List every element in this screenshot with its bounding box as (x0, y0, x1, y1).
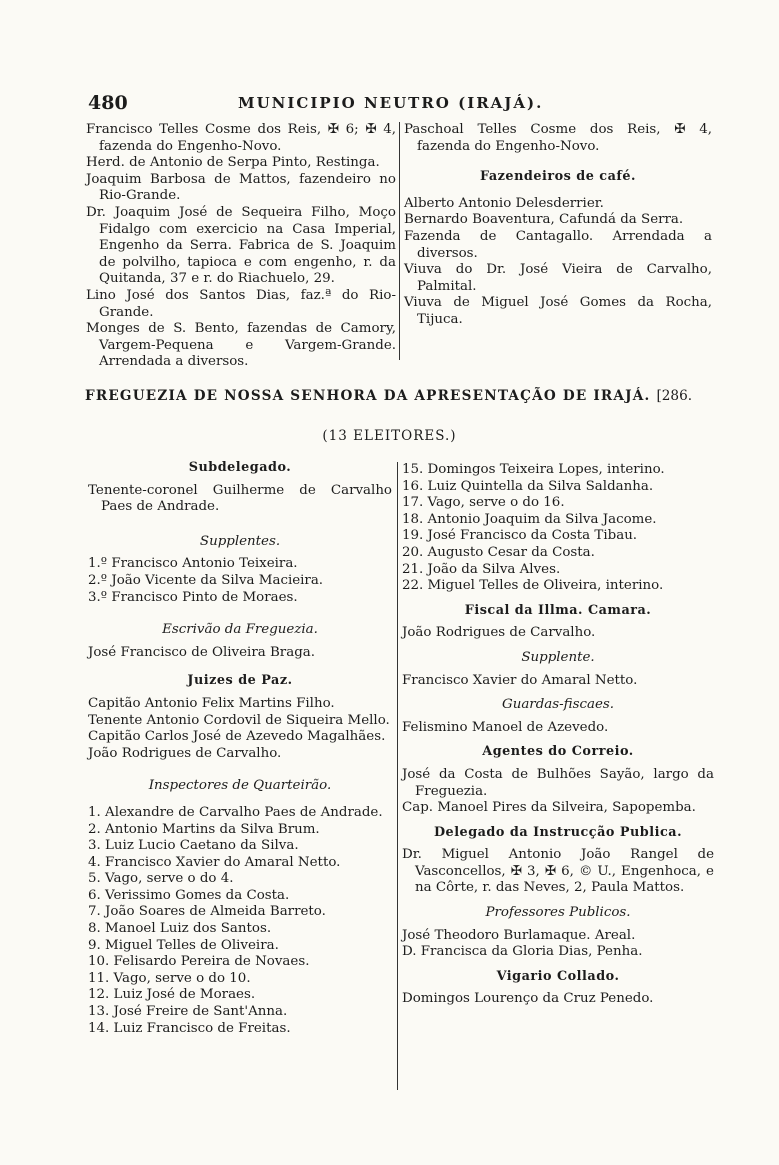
entry: Viuva do Dr. José Vieira de Carvalho, Palmital. (404, 262, 712, 294)
entry: Monges de S. Bento, fazendas de Camory, Vargem-Pequena e Vargem-Grande. Arrendada a diversos. (86, 321, 396, 370)
supplentes-heading: Supplentes. (199, 533, 281, 549)
top-left-column (86, 122, 396, 371)
list-item: 6. Verissimo Gomes da Costa. (88, 887, 290, 903)
supplentes-list (88, 556, 392, 606)
section-title (85, 388, 725, 404)
entry: Francisco Telles Cosme dos Reis, ✠ 6; ✠ 4, fazenda do Engenho-Novo. (86, 122, 396, 154)
list-item: 14. Luiz Francisco de Freitas. (88, 1020, 291, 1036)
delegado-entry: Dr. Miguel Antonio João Rangel de Vasconcellos, ✠ 3, ✠ 6, © U., Engenhoca, e na Côrte, r. das Neves, 2, Paula Mattos. (402, 847, 714, 896)
guardas-entry: Felismino Manoel de Azevedo. (402, 719, 609, 735)
list-item: 18. Antonio Joaquim da Silva Jacome. (402, 511, 657, 527)
delegado-heading: Delegado da Instrucção Publica. (433, 824, 683, 840)
escrivao-entry: José Francisco de Oliveira Braga. (88, 644, 316, 660)
fiscal-entry: João Rodrigues de Carvalho. (402, 625, 596, 641)
inspectores-continued-list (402, 462, 714, 595)
section-heading: Fazendeiros de café. (479, 169, 636, 185)
section-number: [286. (656, 388, 693, 404)
running-title: MUNICIPIO NEUTRO (IRAJÁ). (238, 94, 544, 112)
list-item: 21. João da Silva Alves. (402, 561, 561, 577)
list-item: 12. Luiz José de Moraes. (88, 987, 256, 1003)
list-item: 11. Vago, serve o do 10. (88, 970, 251, 986)
page-number: 480 (88, 92, 128, 114)
list-item: 5. Vago, serve o do 4. (88, 871, 234, 887)
list-item: 3.º Francisco Pinto de Moraes. (88, 589, 298, 605)
list-item: 1. Alexandre de Carvalho Paes de Andrade. (88, 804, 383, 820)
entry: Lino José dos Santos Dias, faz.ª do Rio-Grande. (86, 287, 396, 320)
entry: Dr. Joaquim José de Sequeira Filho, Moço Fidalgo com exercicio na Casa Imperial, Engenho da Serra. Fabrica de S. Joaquim de polvilho, tapioca e com engenho, r. da Quitanda, 37 e r. do Riachuelo, 29. (86, 204, 396, 287)
list-item: Capitão Carlos José de Azevedo Magalhães. (88, 729, 386, 745)
entry: Fazenda de Cantagallo. Arrendada a diversos. (404, 228, 712, 261)
list-item: 8. Manoel Luiz dos Santos. (88, 921, 272, 937)
subdelegado-entry: Tenente-coronel Guilherme de Carvalho Paes de Andrade. (88, 482, 392, 515)
agentes-entry: Cap. Manoel Pires da Silveira, Sapopemba. (402, 800, 696, 816)
section-title-text: FREGUEZIA DE NOSSA SENHORA DA APRESENTAÇÃO DE IRAJÁ. (85, 388, 651, 404)
entry: Herd. de Antonio de Serpa Pinto, Restinga. (86, 155, 380, 171)
list-item: 10. Felisardo Pereira de Novaes. (88, 954, 310, 970)
list-item: 1.º Francisco Antonio Teixeira. (88, 556, 298, 572)
list-item: 9. Miguel Telles de Oliveira. (88, 937, 279, 953)
juizes-heading: Juizes de Paz. (187, 673, 293, 689)
list-item: 7. João Soares de Almeida Barreto. (88, 904, 326, 920)
supplente-entry: Francisco Xavier do Amaral Netto. (402, 672, 638, 688)
list-item: 16. Luiz Quintella da Silva Saldanha. (402, 478, 654, 494)
list-item: 3. Luiz Lucio Caetano da Silva. (88, 838, 299, 854)
professores-heading: Professores Publicos. (485, 905, 631, 921)
professores-entry: D. Francisca da Gloria Dias, Penha. (402, 944, 643, 960)
list-item: 19. José Francisco da Costa Tibau. (402, 528, 638, 544)
fiscal-heading: Fiscal da Illma. Camara. (464, 602, 652, 618)
list-item: João Rodrigues de Carvalho. (88, 745, 282, 761)
column-divider (399, 122, 400, 360)
vigario-entry: Domingos Lourenço da Cruz Penedo. (402, 991, 654, 1007)
entry: Viuva de Miguel José Gomes da Rocha, Tijuca. (404, 295, 712, 327)
column-divider (397, 462, 398, 1090)
list-item: 2. Antonio Martins da Silva Brum. (88, 821, 320, 837)
list-item: 2.º João Vicente da Silva Macieira. (88, 572, 324, 588)
agentes-heading: Agentes do Correio. (482, 744, 634, 760)
juizes-list (88, 696, 392, 762)
list-item: 13. José Freire de Sant'Anna. (88, 1004, 288, 1020)
list-item: 4. Francisco Xavier do Amaral Netto. (88, 854, 341, 870)
list-item: 15. Domingos Teixeira Lopes, interino. (402, 462, 665, 477)
guardas-heading: Guardas-fiscaes. (502, 697, 614, 713)
top-right-column (404, 122, 712, 329)
list-item: Tenente Antonio Cordovil de Siqueira Mello. (88, 712, 390, 728)
list-item: Capitão Antonio Felix Martins Filho. (88, 695, 335, 711)
supplente-heading: Supplente. (521, 649, 595, 665)
list-item: 20. Augusto Cesar da Costa. (402, 544, 595, 560)
list-item: 17. Vago, serve o do 16. (402, 495, 565, 511)
list-item: 22. Miguel Telles de Oliveira, interino. (402, 578, 664, 594)
professores-entry: José Theodoro Burlamaque. Areal. (402, 927, 636, 943)
entry: Paschoal Telles Cosme dos Reis, ✠ 4, fazenda do Engenho-Novo. (404, 122, 712, 154)
inspectores-list (88, 805, 392, 1037)
electors-count: (13 ELEITORES.) (322, 428, 457, 444)
page-header (88, 92, 708, 114)
inspectores-heading: Inspectores de Quarteirão. (148, 778, 332, 794)
entry: Bernardo Boaventura, Cafundá da Serra. (404, 212, 684, 228)
lower-left-column (88, 456, 392, 1037)
subdelegado-heading: Subdelegado. (188, 460, 292, 475)
vigario-heading: Vigario Collado. (496, 968, 620, 984)
entry: Alberto Antonio Delesderrier. (404, 195, 604, 211)
entry: Joaquim Barbosa de Mattos, fazendeiro no Rio-Grande. (86, 171, 396, 204)
agentes-entry: José da Costa de Bulhões Sayão, largo da Freguezia. (402, 766, 714, 799)
lower-right-column (402, 462, 714, 1008)
escrivao-heading: Escrivão da Freguezia. (162, 622, 318, 638)
